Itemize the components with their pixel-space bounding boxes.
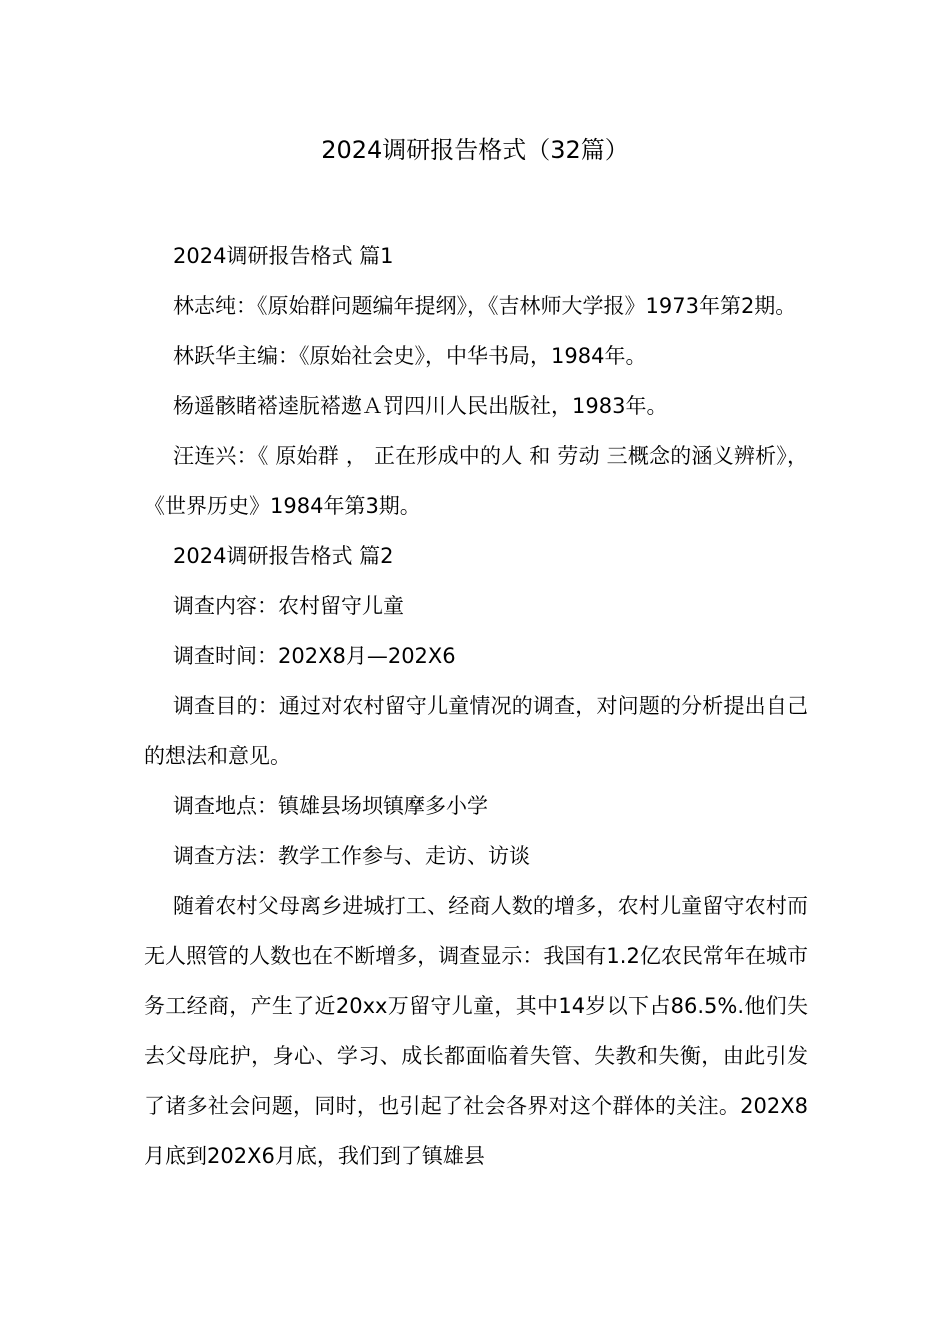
reference-item: 杨遥骸睹褡逵朊褡遨Ａ罚四川人民出版社，1983年。: [173, 394, 668, 418]
body-paragraph: 随着农村父母离乡进城打工、经商人数的增多，农村儿童留守农村而无人照管的人数也在不断增多，调查显示：我国有1.2亿农民常年在城市务工经商，产生了近20xx万留守儿童，其中14岁以下占86.5%.他们失去父母庇护，身心、学习、成长都面临着失管、失教和失衡，由此引发了诸多社会问题，同时，也引起了社会各界对这个群体的关注。202X8月底到202X6月底，我们到了镇雄县: [144, 894, 808, 1168]
reference-item: 汪连兴：《 原始群 ， 正在形成中的人 和 劳动 三概念的涵义辨析》，《世界历史》1984年第3期。: [144, 444, 808, 518]
survey-time: 调查时间：202X8月—202X6: [173, 644, 456, 668]
section-heading-1: 2024调研报告格式 篇1: [173, 244, 394, 268]
survey-location: 调查地点：镇雄县场坝镇摩多小学: [173, 794, 488, 818]
reference-item: 林志纯：《原始群问题编年提纲》，《吉林师大学报》1973年第2期。: [173, 294, 797, 318]
reference-item: 林跃华主编：《原始社会史》，中华书局，1984年。: [173, 344, 647, 368]
document-title: 2024调研报告格式（32篇）: [321, 136, 629, 164]
survey-purpose: 调查目的：通过对农村留守儿童情况的调查，对问题的分析提出自己的想法和意见。: [144, 694, 808, 768]
section-heading-2: 2024调研报告格式 篇2: [173, 544, 394, 568]
survey-method: 调查方法：教学工作参与、走访、访谈: [173, 844, 530, 868]
survey-content: 调查内容：农村留守儿童: [173, 594, 404, 618]
document-body: [144, 231, 808, 1181]
